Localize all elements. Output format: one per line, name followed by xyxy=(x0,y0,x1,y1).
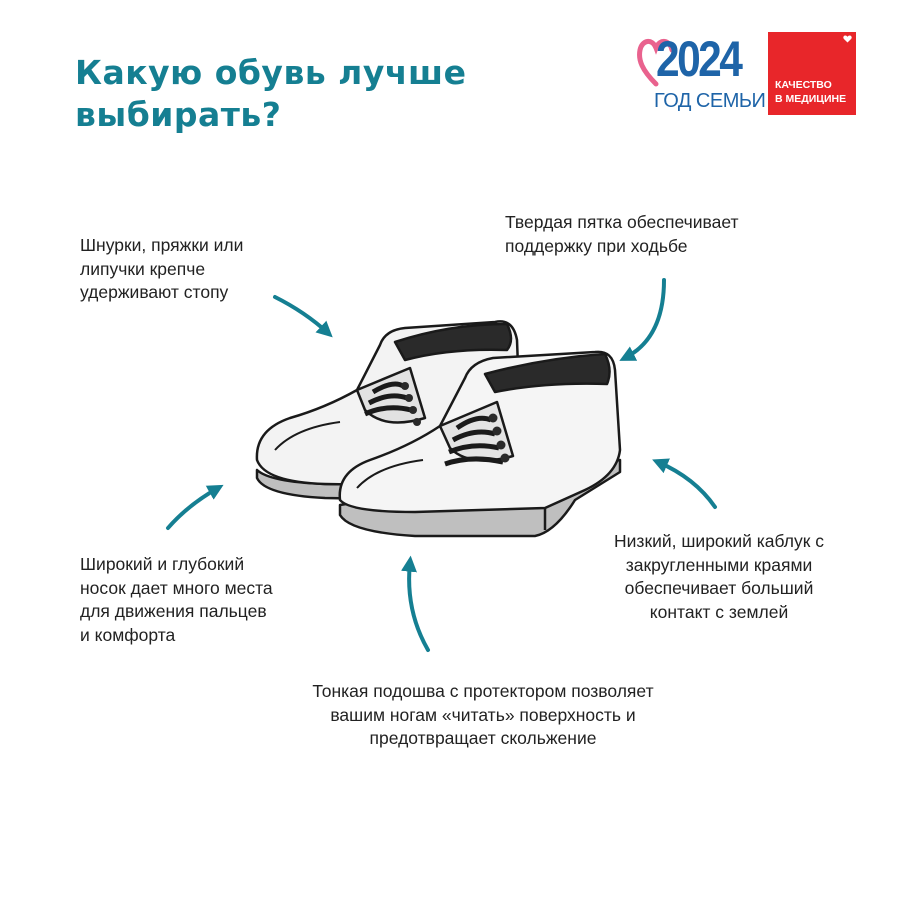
arrow-heel xyxy=(658,462,715,507)
note-laces: Шнурки, пряжки или липучки крепче удерживают стопу xyxy=(80,235,244,302)
note-heel: Низкий, широкий каблук с закругленными краями обеспечивает больший контакт с землей xyxy=(614,531,824,622)
heart-icon xyxy=(843,35,852,43)
quality-in-medicine-logo xyxy=(768,32,856,115)
arrow-sole xyxy=(409,562,428,650)
year-number: 2024 xyxy=(656,31,741,87)
note-toe-box: Широкий и глубокий носок дает много места для движения пальцев и комфорта xyxy=(80,554,273,645)
page-title: Какую обувь лучше выбирать? xyxy=(75,53,467,134)
year-of-family-logo xyxy=(636,30,766,122)
quality-logo-text: КАЧЕСТВО В МЕДИЦИНЕ xyxy=(775,79,847,105)
arrow-toe-box xyxy=(168,488,218,528)
note-sole: Тонкая подошва с протектором позволяет вашим ногам «читать» поверхность и предотвращает скольжение xyxy=(312,681,654,748)
note-heel-counter: Твердая пятка обеспечивает поддержку при ходьбе xyxy=(505,212,739,256)
year-subtitle: ГОД СЕМЬИ xyxy=(654,90,766,112)
shoes-illustration xyxy=(245,300,635,545)
